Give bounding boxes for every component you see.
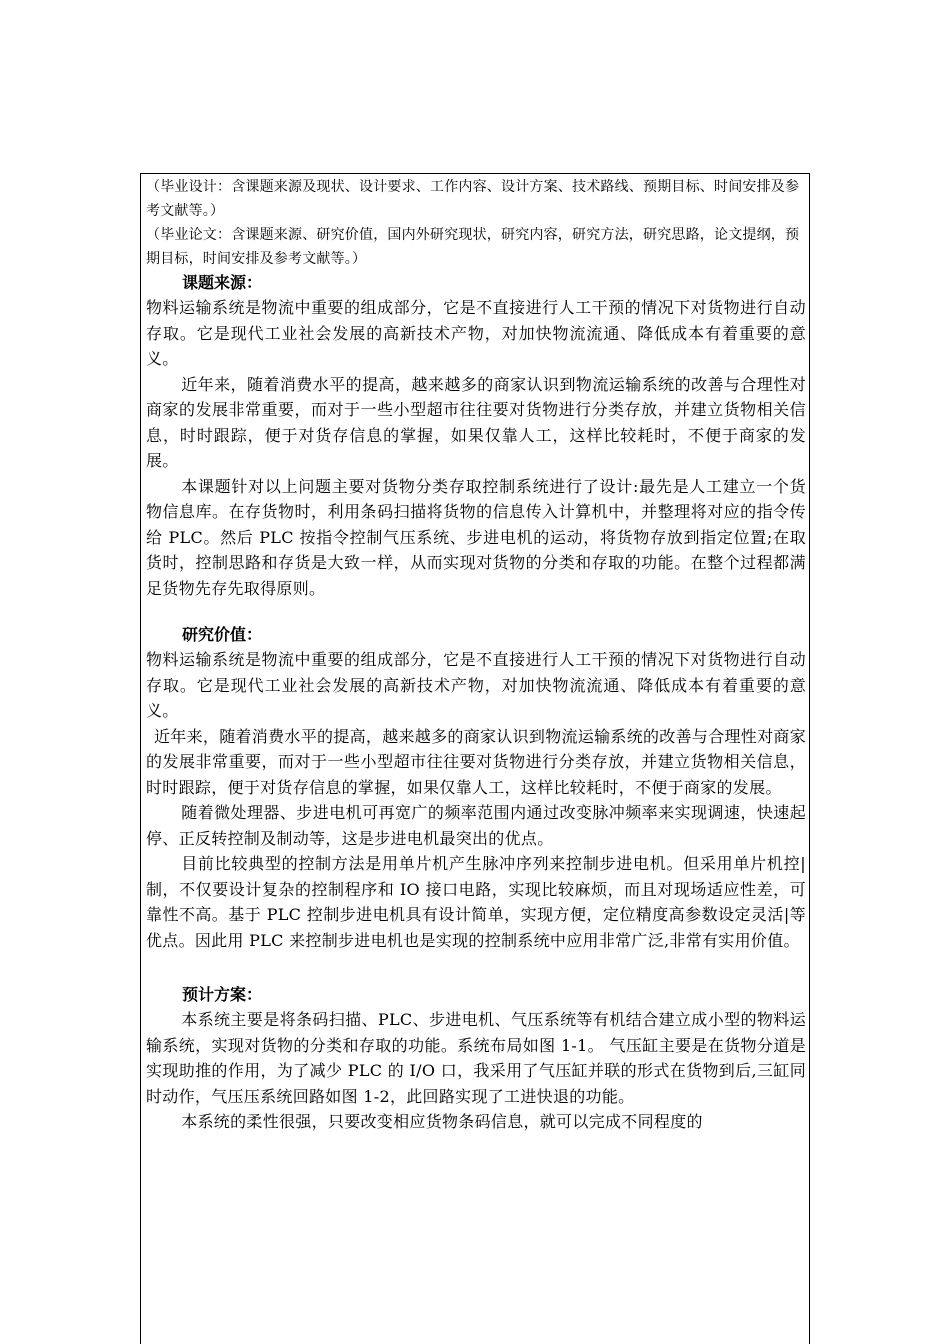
proposal-content [146,175,806,1135]
source-paragraph-1: 物料运输系统是物流中重要的组成部分，它是不直接进行人工干预的情况下对货物进行自动存取。它是现代工业社会发展的高新技术产物，对加快物流流通、降低成本有着重要的意义。 [146,298,806,368]
design-note: （毕业设计：含课题来源及现状、设计要求、工作内容、设计方案、技术路线、预期目标、时间安排及参考文献等。） [146,179,800,219]
value-paragraph-3: 随着微处理器、步进电机可再宽广的频率范围内通过改变脉冲频率来实现调速，快速起停、正反转控制及制动等，这是步进电机最突出的优点。 [146,803,806,848]
value-paragraph-1: 物料运输系统是物流中重要的组成部分，它是不直接进行人工干预的情况下对货物进行自动存取。它是现代工业社会发展的高新技术产物，对加快物流流通、降低成本有着重要的意义。 [146,650,806,720]
plan-paragraph-1: 本系统主要是将条码扫描、PLC、步进电机、气压系统等有机结合建立成小型的物料运输系统，实现对货物的分类和存取的功能。系统布局如图 1-1。 气压缸主要是在货物分道是实现助推的作用，为了减少 PLC 的 I/O 口，我采用了气压缸并联的形式在货物到后,三缸同时动作，气压压系统回路如图 1-2，此回路实现了工进快退的功能。 [146,1010,806,1106]
source-paragraph-2: 近年来，随着消费水平的提高，越来越多的商家认识到物流运输系统的改善与合理性对商家的发展非常重要，而对于一些小型超市往往要对货物进行分类存放，并建立货物相关信息，时时跟踪，便于对货存信息的掌握，如果仅靠人工，这样比较耗时，不便于商家的发展。 [146,374,806,470]
plan-paragraph-2: 本系统的柔性很强，只要改变相应货物条码信息，就可以完成不同程度的 [181,1112,703,1131]
thesis-note: （毕业论文：含课题来源、研究价值，国内外研究现状，研究内容，研究方法，研究思路，论文提纲，预期目标，时间安排及参考文献等。） [146,227,800,267]
source-paragraph-3: 本课题针对以上问题主要对货物分类存取控制系统进行了设计:最先是人工建立一个货物信息库。在存货物时，利用条码扫描将货物的信息传入计算机中，并整理将对应的指令传给 PLC。然后 PLC 按指令控制气压系统、步进电机的运动，将货物存放到指定位置;在取货时，控制思路和存货是大致一样，从而实现对货物的分类和存取的功能。在整个过程都满足货物先存先取得原则。 [146,476,806,598]
source-heading: 课题来源： [182,273,263,292]
section-spacer [146,601,806,623]
value-paragraph-4: 目前比较典型的控制方法是用单片机产生脉冲序列来控制步进电机。但采用单片机控|制，不仅要设计复杂的控制程序和 IO 接口电路，实现比较麻烦，而且对现场适应性差，可靠性不高。基于 PLC 控制步进电机具有设计简单，实现方便，定位精度高参数设定灵活|等优点。因此用 PLC 来控制步进电机也是实现的控制系统中应用非常广泛,非常有实用价值。 [146,854,806,950]
value-paragraph-2: 近年来，随着消费水平的提高，越来越多的商家认识到物流运输系统的改善与合理性对商家的发展非常重要，而对于一些小型超市往往要对货物进行分类存放，并建立货物相关信息，时时跟踪，便于对货存信息的掌握，如果仅靠人工，这样比较耗时，不便于商家的发展。 [146,726,807,797]
value-heading: 研究价值： [182,625,263,644]
section-spacer [146,953,806,983]
plan-heading: 预计方案： [182,985,263,1004]
